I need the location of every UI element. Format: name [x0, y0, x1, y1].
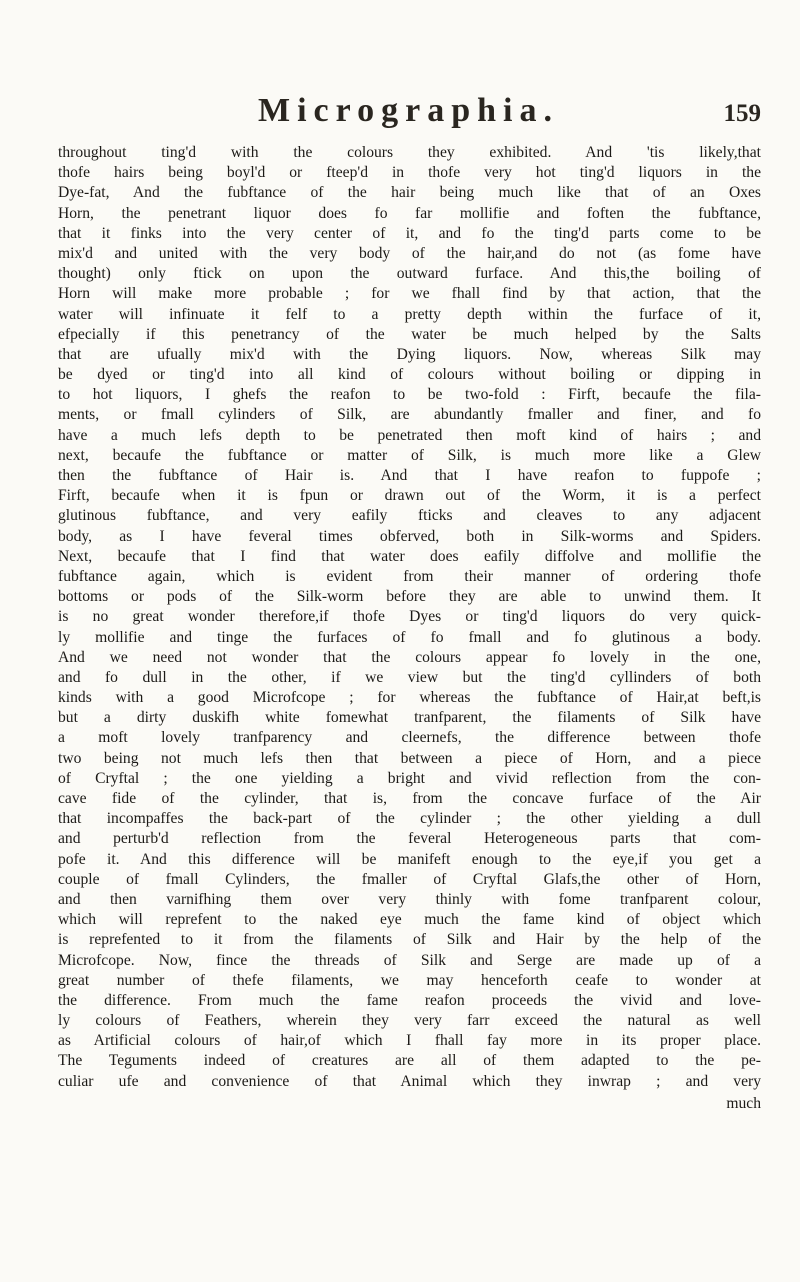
text-line: that it finks into the very center of it, and fo the ting'd parts come to be	[58, 224, 761, 242]
page-number: 159	[723, 100, 761, 127]
text-line: Horn will make more probable ; for we fhall find by that action, that the	[58, 285, 761, 303]
text-line: culiar ufe and convenience of that Animal which they inwrap ; and very	[58, 1072, 761, 1090]
text-line: throughout ting'd with the colours they exhibited. And 'tis likely,that	[58, 144, 761, 161]
text-line: thought) only ftick on upon the outward furface. And this,the boiling of	[58, 265, 761, 283]
text-line: is no great wonder therefore,if thofe Dyes or ting'd liquors do very quick-	[58, 608, 761, 626]
text-line: and fo dull in the other, if we view but the ting'd cyllinders of both	[58, 668, 761, 686]
running-title: Micrographia.	[258, 92, 559, 129]
text-line: bottoms or pods of the Silk-worm before they are able to unwind them. It	[58, 588, 761, 606]
text-line: water will infinuate it felf to a pretty depth within the furface of it,	[58, 305, 761, 323]
text-line: efpecially if this penetrancy of the water be much helped by the Salts	[58, 325, 761, 343]
text-line: ly colours of Feathers, wherein they very farr exceed the natural as well	[58, 1012, 761, 1030]
text-line: Next, becaufe that I find that water does eafily diffolve and mollifie the	[58, 547, 761, 565]
catchword: much	[726, 1095, 761, 1112]
text-line: then the fubftance of Hair is. And that I have reafon to fuppofe ;	[58, 467, 761, 484]
text-line: as Artificial colours of hair,of which I fhall fay more in its proper place.	[58, 1032, 761, 1050]
text-line: that are ufually mix'd with the Dying liquors. Now, whereas Silk may	[58, 345, 761, 363]
text-line: ments, or fmall cylinders of Silk, are abundantly fmaller and finer, and fo	[58, 406, 761, 424]
body-text	[58, 143, 761, 1092]
text-line: couple of fmall Cylinders, the fmaller of Cryftal Glafs,the other of Horn,	[58, 870, 761, 888]
text-line: Dye-fat, And the fubftance of the hair being much like that of an Oxes	[58, 184, 761, 202]
text-line: which will reprefent to the naked eye much the fame kind of object which	[58, 911, 761, 929]
text-line: be dyed or ting'd into all kind of colours without boiling or dipping in	[58, 366, 761, 384]
text-line: mix'd and united with the very body of the hair,and do not (as fome have	[58, 244, 761, 262]
text-line: and perturb'd reflection from the feveral Heterogeneous parts that com-	[58, 830, 761, 848]
text-line: The Teguments indeed of creatures are all of them adapted to the pe-	[58, 1052, 761, 1070]
text-line: And we need not wonder that the colours appear fo lovely in the one,	[58, 648, 761, 666]
text-line: pofe it. And this difference will be manifeft enough to the eye,if you get a	[58, 850, 761, 868]
text-line: kinds with a good Microfcope ; for whereas the fubftance of Hair,at beft,is	[58, 689, 761, 707]
text-line: a moft lovely tranfparency and cleernefs, the difference between thofe	[58, 729, 761, 747]
text-line: ly mollifie and tinge the furfaces of fo fmall and fo glutinous a body.	[58, 628, 761, 646]
text-line: Microfcope. Now, fince the threads of Silk and Serge are made up of a	[58, 951, 761, 969]
text-line: and then varnifhing them over very thinly with fome tranfparent colour,	[58, 890, 761, 908]
text-line: but a dirty duskifh white fomewhat tranfparent, the filaments of Silk have	[58, 709, 761, 727]
text-line: is reprefented to it from the filaments of Silk and Hair by the help of the	[58, 931, 761, 949]
text-line: glutinous fubftance, and very eafily fticks and cleaves to any adjacent	[58, 507, 761, 525]
text-line: cave fide of the cylinder, that is, from the concave furface of the Air	[58, 790, 761, 807]
text-line: that incompaffes the back-part of the cylinder ; the other yielding a dull	[58, 810, 761, 828]
text-line: have a much lefs depth to be penetrated then moft kind of hairs ; and	[58, 426, 761, 444]
text-line: of Cryftal ; the one yielding a bright and vivid reflection from the con-	[58, 769, 761, 787]
text-line: to hot liquors, I ghefs the reafon to be two-fold : Firft, becaufe the fila-	[58, 386, 761, 404]
text-line: next, becaufe the fubftance or matter of Silk, is much more like a Glew	[58, 446, 761, 464]
text-line: body, as I have feveral times obferved, both in Silk-worms and Spiders.	[58, 527, 761, 545]
text-line: Firft, becaufe when it is fpun or drawn out of the Worm, it is a perfect	[58, 487, 761, 505]
page-header	[56, 92, 761, 142]
text-line: great number of thefe filaments, we may henceforth ceafe to wonder at	[58, 971, 761, 989]
text-line: thofe hairs being boyl'd or fteep'd in thofe very hot ting'd liquors in the	[58, 164, 761, 182]
text-line: two being not much lefs then that between a piece of Horn, and a piece	[58, 749, 761, 767]
text-line: Horn, the penetrant liquor does fo far mollifie and foften the fubftance,	[58, 204, 761, 222]
text-line: the difference. From much the fame reafon proceeds the vivid and love-	[58, 991, 761, 1009]
text-line: fubftance again, which is evident from their manner of ordering thofe	[58, 567, 761, 585]
